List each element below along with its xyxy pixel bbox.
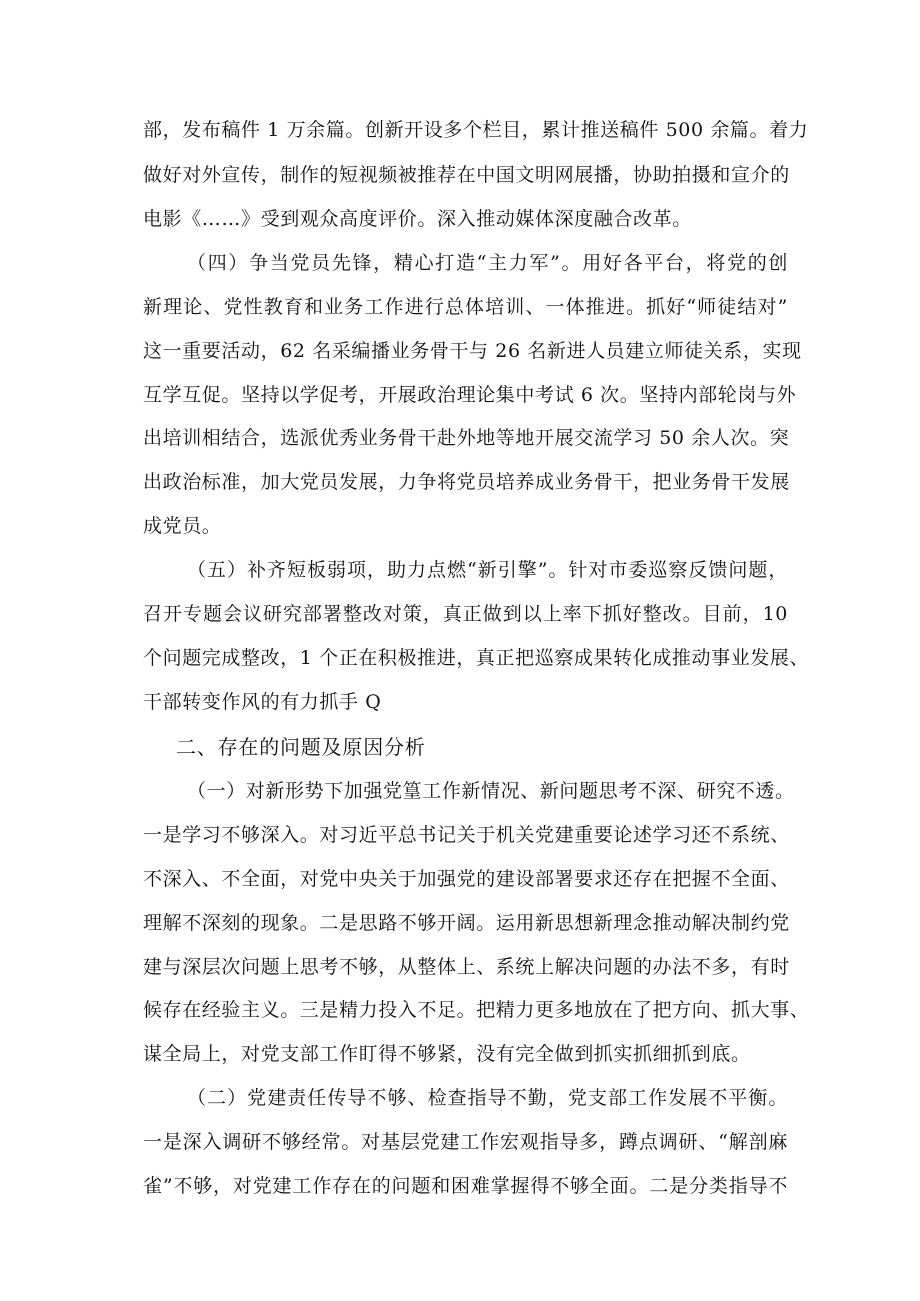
body-text-line: 电影《……》受到观众高度评价。深入推动媒体深度融合改革。 [143, 208, 692, 230]
body-text-line: 召开专题会议研究部署整改对策，真正做到以上率下抓好整改。目前，10 [143, 603, 788, 625]
body-text-line: （一）对新形势下加强党篁工作新情况、新问题思考不深、研究不透。 [187, 780, 795, 802]
body-text-line: 新理论、党性教育和业务工作进行总体培训、一体推进。抓好“师徒结对” [143, 296, 788, 318]
body-text-line: （二）党建责任传导不够、检查指导不勤，党支部工作发展不平衡。 [187, 1087, 788, 1109]
body-text-line: 做好对外宣传，制作的短视频被推荐在中国文明网展播，协助拍摄和宣介的 [143, 164, 790, 186]
body-text-line: 一是学习不够深入。对习近平总书记关于机关党建重要论述学习还不系统、 [143, 824, 790, 846]
body-text-line: 干部转变作风的有力抓手 Q [143, 691, 382, 713]
body-text-line: 候存在经验主义。三是精力投入不足。把精力更多地放在了把方向、抓大事、 [143, 999, 810, 1021]
body-text-line: （四）争当党员先锋，精心打造“主力军”。用好各平台，将党的创 [187, 252, 788, 274]
body-text-line: 成党员。 [143, 515, 222, 537]
body-text-line: 出培训相结合，选派优秀业务骨干赴外地等地开展交流学习 50 余人次。突 [143, 427, 790, 449]
body-text-line: 不深入、不全面，对党中央关于加强党的建设部署要求还存在把握不全面、 [143, 868, 790, 890]
body-text-line: 这一重要活动，62 名采编播业务骨干与 26 名新进人员建立师徒关系，实现 [143, 340, 802, 362]
body-text-line: 部，发布稿件 1 万余篇。创新开设多个栏目，累计推送稿件 500 余篇。着力 [143, 119, 809, 141]
body-text-line: 出政治标准，加大党员发展，力争将党员培养成业务骨干，把业务骨干发展 [143, 471, 790, 493]
body-text-line: 互学互促。坚持以学促考，开展政治理论集中考试 6 次。坚持内部轮岗与外 [143, 384, 797, 406]
body-text-line: 雀”不够，对党建工作存在的问题和困难掌握得不够全面。二是分类指导不 [143, 1175, 788, 1197]
section-heading: 二、存在的问题及原因分析 [176, 735, 426, 759]
body-text-line: 个问题完成整改，1 个正在积极推进，真正把巡察成果转化成推动事业发展、 [143, 647, 810, 669]
body-text-line: 一是深入调研不够经常。对基层党建工作宏观指导多，蹲点调研、“解剖麻 [143, 1131, 788, 1153]
body-text-line: 建与深层次问题上思考不够，从整体上、系统上解决问题的办法不多，有时 [143, 956, 790, 978]
body-text-line: （五）补齐短板弱项，助力点燃“新引擎”。针对市委巡察反馈问题， [187, 559, 788, 581]
body-text-line: 理解不深刻的现象。二是思路不够开阔。运用新思想新理念推动解决制约党 [143, 912, 790, 934]
body-text-line: 谋全局上，对党支部工作盯得不够紧，没有完全做到抓实抓细抓到底。 [143, 1043, 751, 1065]
